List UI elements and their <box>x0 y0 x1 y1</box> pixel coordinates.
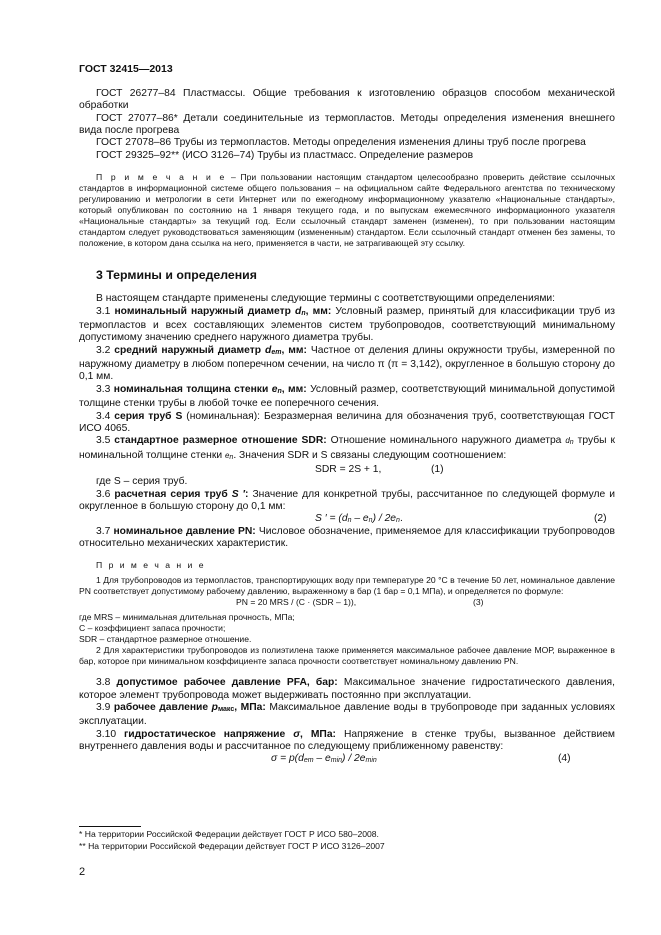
note-label: П р и м е ч а н и е <box>96 172 227 183</box>
reference-item: ГОСТ 26277–84 Пластмассы. Общие требования к изготовлению образцов способом механической обработки <box>79 88 615 112</box>
intro-paragraph: В настоящем стандарте применены следующие термины с соответствующими определениями: <box>96 293 556 305</box>
formula-where: где S – серия труб. <box>96 476 188 488</box>
term-3-8: 3.8 допустимое рабочее давление PFA, бар: Максимальное значение гидростатического давления, которое элемент трубопровода может выдерживать постоянно при эксплуатации. <box>79 677 615 701</box>
document-body <box>79 88 615 766</box>
reference-item: ГОСТ 29325–92** (ИСО 3126–74) Трубы из пластмасс. Определение размеров <box>96 149 474 161</box>
note-where: где MRS – минимальная длительная прочность, МПа; <box>79 612 295 623</box>
term-3-6: 3.6 расчетная серия труб S ′: Значение для конкретной трубы, рассчитанное по следующей формуле и округленное в большую сторону до 0,1 мм: <box>79 488 615 512</box>
formula-4 <box>79 753 615 765</box>
term-name: расчетная серия труб <box>114 488 232 500</box>
formula-expression: PN = 20 MRS / (C · (SDR – 1)), <box>236 597 357 608</box>
term-3-9: 3.9 рабочее давление $p_{макс}$, МПа: Максимальное давление воды в трубопроводе при заданных условиях эксплуатации. <box>79 701 615 728</box>
term-3-5: 3.5 стандартное размерное отношение SDR: Отношение номинального наружного диаметра $d_n$ трубы к номинальной толщине стенки $e_n$. Значения SDR и S связаны следующим соотношением: <box>79 435 615 461</box>
note-2: 2 Для характеристики трубопроводов из полиэтилена также применяется максимальное рабочее давление МОР, выраженное в бар, которое при минимальном коэффициенте запаса прочности соответствует номинальному давлению PN. <box>79 645 615 667</box>
footnotes <box>79 828 615 852</box>
term-3-10: 3.10 гидростатическое напряжение σ, МПа: Напряжение в стенке трубы, вызванное действием внутреннего давления воды и рассчитанное по следующему приближенному равенству: <box>79 728 616 752</box>
term-3-2: 3.2 средний наружный диаметр $d_{em}$, мм: Частное от деления длины окружности трубы, измеренной по наружному диаметру в любом поперечном сечении, на число π (π = 3,142), округленное в большую сторону до 0,1 мм. <box>79 344 615 383</box>
formula-number: (2) <box>594 513 607 525</box>
formula-2 <box>79 513 615 525</box>
term-name: серия труб S <box>114 410 183 422</box>
formula-number: (1) <box>431 463 444 475</box>
formula-expression: $\sigma = p(d_{em} - e_{min}) / 2e_{min}$ <box>271 753 377 765</box>
term-name: рабочее давление <box>113 701 212 713</box>
footnote: ** На территории Российской Федерации действует ГОСТ Р ИСО 3126–2007 <box>79 841 385 851</box>
formula-number: (3) <box>473 597 484 608</box>
term-name: номинальное давление PN: <box>113 525 256 537</box>
page-header-doc-number: ГОСТ 32415—2013 <box>79 63 173 75</box>
formula-3 <box>79 597 615 608</box>
note-where: SDR – стандартное размерное отношение. <box>79 634 252 645</box>
reference-item: ГОСТ 27077–86* Детали соединительные из термопластов. Методы определения изменения внешнего вида после прогрева <box>79 112 615 137</box>
term-3-4: 3.4 серия труб S (номинальная): Безразмерная величина для обозначения труб, соответствующая ГОСТ ИСО 4065. <box>79 410 615 434</box>
page-number: 2 <box>79 866 86 878</box>
note-paragraph <box>79 172 615 249</box>
term-name: гидростатическое напряжение <box>124 728 294 740</box>
footnote-divider <box>79 826 141 827</box>
term-name: допустимое рабочее давление PFA, бар: <box>116 677 338 689</box>
term-name: номинальный наружный диаметр <box>114 305 296 317</box>
term-3-7: 3.7 номинальное давление PN: Числовое обозначение, применяемое для классификации трубопроводов относительно механических характеристик. <box>79 525 615 549</box>
formula-expression: S ′ = $(d_n - e_n) / 2e_n$ . <box>315 513 403 525</box>
formula-number: (4) <box>558 753 571 765</box>
term-name: стандартное размерное отношение SDR: <box>114 435 327 447</box>
note-text: – При пользовании настоящим стандартом целесообразно проверить действие ссылочных стандартов в информационной системе общего пользования – на официальном сайте Федерального агентства по техническому регулированию и метрологии в сети Интернет или по ежегодному информационному указателю «Национальные стандарты», который опубликован по состоянию на 1 января текущего года, и по выпускам ежемесячного информационного указателя «Национальные стандарты» за текущий год. Если ссылочный стандарт заменен (изменен), то при пользовании настоящим стандартом следует руководствоваться заменяющим (измененным) стандартом. Если ссылочный стандарт отменен без замены, то положение, в котором дана ссылка на него, применяется в части, не затрагивающей эту ссылку. <box>79 172 616 249</box>
section-title: 3 Термины и определения <box>96 268 257 283</box>
note-1: 1 Для трубопроводов из термопластов, транспортирующих воду при температуре 20 °С в течение 50 лет, номинальное давление PN соответствует допустимому рабочему давлению, выраженному в бар (1 бар = 0,1 МПа), и определяется по формуле: <box>79 575 615 597</box>
footnote: * На территории Российской Федерации действует ГОСТ Р ИСО 580–2008. <box>79 829 379 839</box>
formula-1 <box>79 464 615 476</box>
term-name: номинальная толщина стенки <box>113 383 272 395</box>
term-3-1: 3.1 номинальный наружный диаметр $d_n$, мм: Условный размер, принятый для классификации труб из термопластов и всех составляющих элементов систем трубопроводов, соответствующий минимальному допустимому значению среднего наружного диаметра трубы. <box>79 305 615 344</box>
note-where: С – коэффициент запаса прочности; <box>79 623 226 634</box>
term-3-3: 3.3 номинальная толщина стенки $e_n$, мм: Условный размер, соответствующий минимальной допустимой толщине стенки трубы в любой точке ее поперечного сечения. <box>79 383 615 410</box>
notes-label: П р и м е ч а н и е <box>96 560 206 571</box>
formula-expression: SDR = 2S + 1, <box>315 463 382 475</box>
term-name: средний наружный диаметр <box>114 344 266 356</box>
reference-item: ГОСТ 27078–86 Трубы из термопластов. Методы определения изменения длины труб после прогрева <box>96 137 586 149</box>
